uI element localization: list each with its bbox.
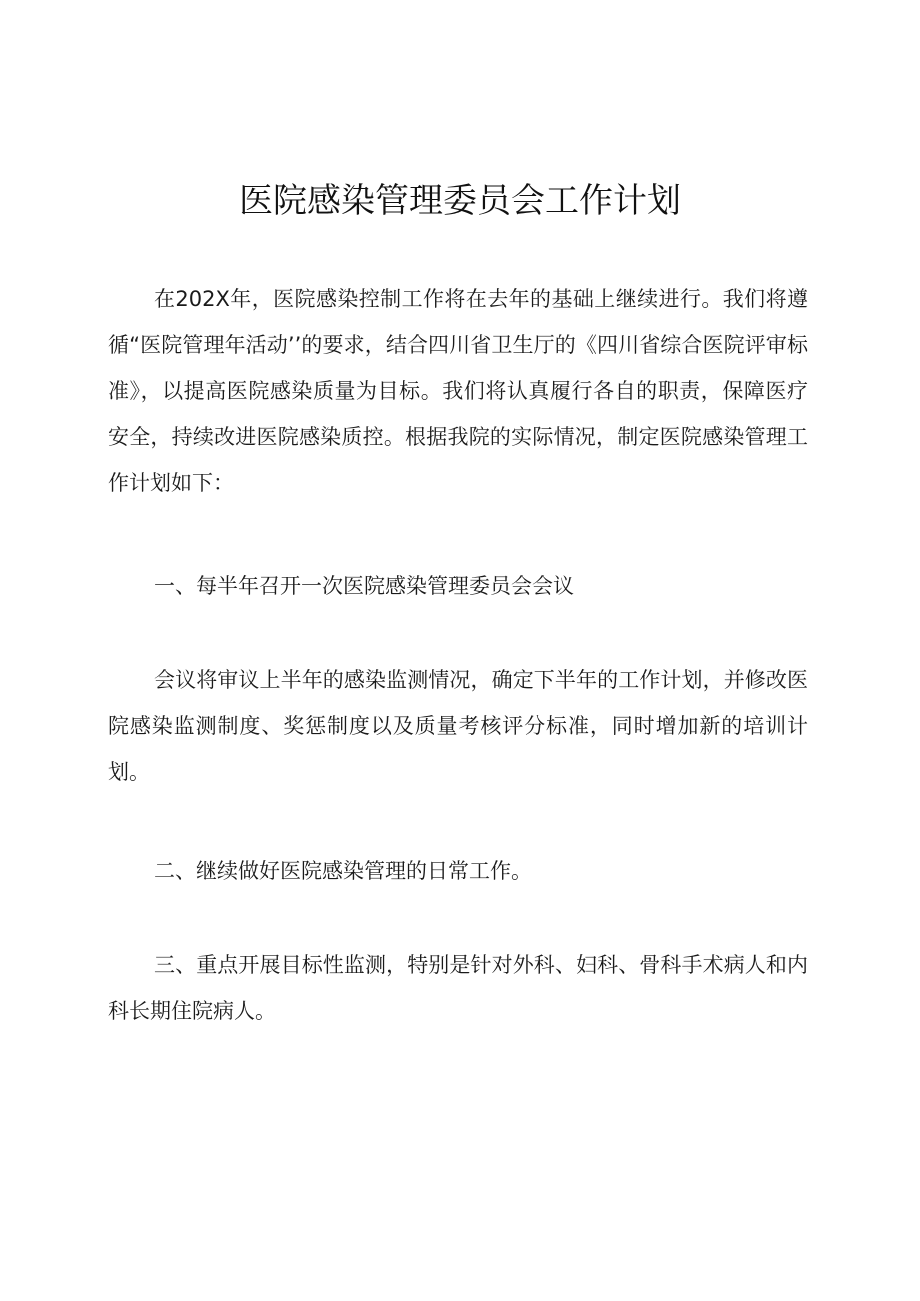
section-heading-2: 二、继续做好医院感染管理的日常工作。 <box>154 859 532 883</box>
meeting-paragraph: 会议将审议上半年的感染监测情况，确定下半年的工作计划，并修改医院感染监测制度、奖惩制度以及质量考核评分标准，同时增加新的培训计划。 <box>108 668 808 784</box>
section-heading-3: 三、重点开展目标性监测，特别是针对外科、妇科、骨科手术病人和内科长期住院病人。 <box>108 953 808 1023</box>
intro-paragraph: 在202X年，医院感染控制工作将在去年的基础上继续进行。我们将遵循“医院管理年活动’’的要求，结合四川省卫生厅的《四川省综合医院评审标准》，以提高医院感染质量为目标。我们将认真履行各自的职责，保障医疗安全，持续改进医院感染质控。根据我院的实际情况，制定医院感染管理工作计划如下： <box>108 287 808 495</box>
section-heading-1: 一、每半年召开一次医院感染管理委员会会议 <box>154 574 574 598</box>
document-title: 医院感染管理委员会工作计划 <box>239 181 681 221</box>
